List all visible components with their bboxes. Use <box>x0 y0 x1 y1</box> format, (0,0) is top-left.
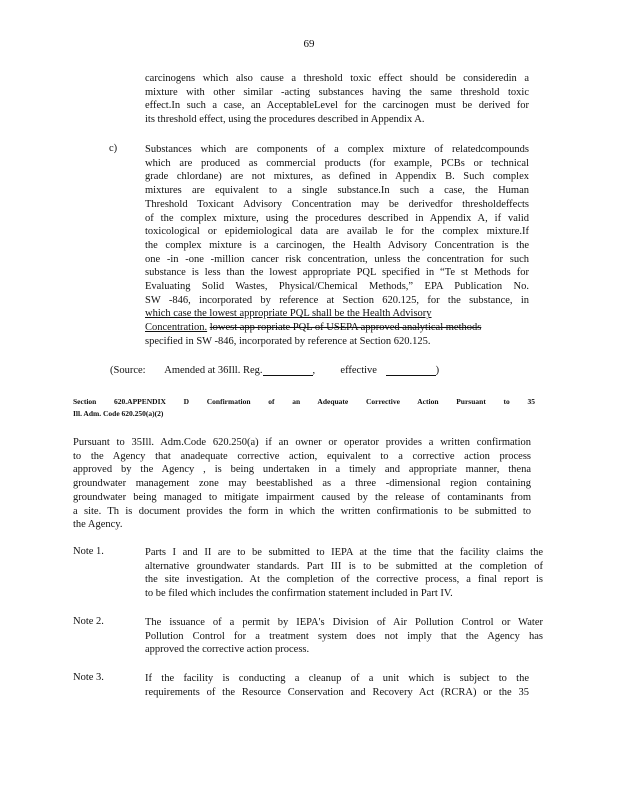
text-line: carcinogens which also cause a threshold toxic effect should be consideredin a <box>145 73 529 84</box>
text-line: SW -846, incorporated by reference at Section 620.125, for the substance, in <box>145 294 529 306</box>
text-line: groundwater management zone may beestablished as a three -dimensional region containing <box>73 478 531 490</box>
text-line: specified in SW -846, incorporated by reference at Section 620.125. <box>145 335 431 347</box>
continuation-paragraph <box>145 72 529 127</box>
text-line: which are produced as commercial products (for example, PCBs or technical <box>145 157 529 169</box>
note-2-text <box>145 616 543 657</box>
note-3-text <box>145 672 529 699</box>
deleted-text: lowest app ropriate PQL of USEPA approved analytical methods <box>209 322 482 334</box>
text-line: Substances which are components of a complex mixture of relatedcompounds <box>145 144 529 155</box>
text-line: If the facility is conducting a cleanup of a unit which is subject to the <box>145 673 529 684</box>
text-line: approved by the Agency , is being undertaken in a timely and appropriate manner, thena <box>73 464 531 476</box>
inserted-text-line: which case the lowest appropriate PQL shall be the Health Advisory <box>145 308 432 320</box>
source-close: ) <box>435 365 440 376</box>
heading-line: Section 620.APPENDIX D Confirmation of an Adequate Corrective Action Pursuant to 35 <box>73 397 535 406</box>
text-line: substance is less than the lowest appropriate PQL specified in “Te st Methods for <box>145 267 529 279</box>
text-line: toxicological or epidemiological data are availab le for the complex mixture.If <box>145 226 529 238</box>
text-line: approved the corrective action process. <box>145 644 310 656</box>
source-open: (Source: <box>110 365 146 376</box>
note-1-text <box>145 546 543 601</box>
text-line: one -in -one -million cancer risk concentration, unless the concentration for such <box>145 253 529 265</box>
list-marker-c: c) <box>109 143 118 154</box>
text-line: a site. Th is document provides the form in which the written confirmationis to be submitted to <box>73 505 531 517</box>
text-line: Threshold Toxicant Advisory Concentration may be derivedfor thresholdeffects <box>145 198 529 210</box>
text-line: of the complex mixture, using the procedures described in Appendix A, if valid <box>145 212 529 224</box>
text-line: its threshold effect, using the procedures described in Appendix A. <box>145 114 425 126</box>
intro-paragraph <box>73 436 531 532</box>
text-line: mixtures are equivalent to a single substance.In such a case, the Human <box>145 185 529 197</box>
text-line: mixture with other similar -acting substances having the same threshold toxic <box>145 86 529 98</box>
source-effective: effective <box>340 365 377 376</box>
heading-line: Ill. Adm. Code 620.250(a)(2) <box>73 408 164 418</box>
text-line: the site investigation. At the completion of the corrective process, a final report is <box>145 574 543 586</box>
item-c-paragraph <box>145 143 529 349</box>
source-comma: , <box>312 365 316 376</box>
amended-text-line <box>145 321 529 335</box>
note-1-label: Note 1. <box>73 546 104 557</box>
source-amended: Amended at 36Ill. Reg. <box>164 365 263 376</box>
source-note <box>110 365 439 376</box>
section-heading <box>73 396 535 419</box>
text-line: the complex mixture is a carcinogen, the Health Advisory Concentration is the <box>145 239 529 251</box>
text-line: requirements of the Resource Conservation and Recovery Act (RCRA) or the 35 <box>145 686 529 698</box>
text-line: Pollution Control for a treatment system does not imply that the Agency has <box>145 630 543 642</box>
page-number: 69 <box>303 38 315 50</box>
text-line: to be filed which includes the confirmation statement included in Part IV. <box>145 588 453 600</box>
text-line: grade chlordane) are not mixtures, as defined in Appendix B. Such complex <box>145 171 529 183</box>
text-line: the Agency. <box>73 519 123 531</box>
text-line: groundwater being managed to mitigate impairment caused by the release of contaminants from <box>73 491 531 503</box>
note-3-label: Note 3. <box>73 672 104 683</box>
inserted-text: Concentration. <box>145 322 208 334</box>
text-line: Evaluating Solid Wastes, Physical/Chemical Methods,” EPA Publication No. <box>145 281 529 293</box>
text-line: Parts I and II are to be submitted to IEPA at the time that the facility claims the <box>145 547 543 558</box>
text-line: to the Agency that anadequate corrective action, equivalent to a corrective action process <box>73 450 531 462</box>
register-blank <box>263 365 313 376</box>
text-line: The issuance of a permit by IEPA's Division of Air Pollution Control or Water <box>145 617 543 628</box>
note-2-label: Note 2. <box>73 616 104 627</box>
text-line: alternative groundwater standards. Part III is to be submitted at the completion of <box>145 560 543 572</box>
text-line: effect.In such a case, an AcceptableLevel for the carcinogen must be derived for <box>145 100 529 112</box>
text-line: Pursuant to 35Ill. Adm.Code 620.250(a) if an owner or operator provides a written confirmation <box>73 437 531 448</box>
effective-date-blank <box>386 365 436 376</box>
